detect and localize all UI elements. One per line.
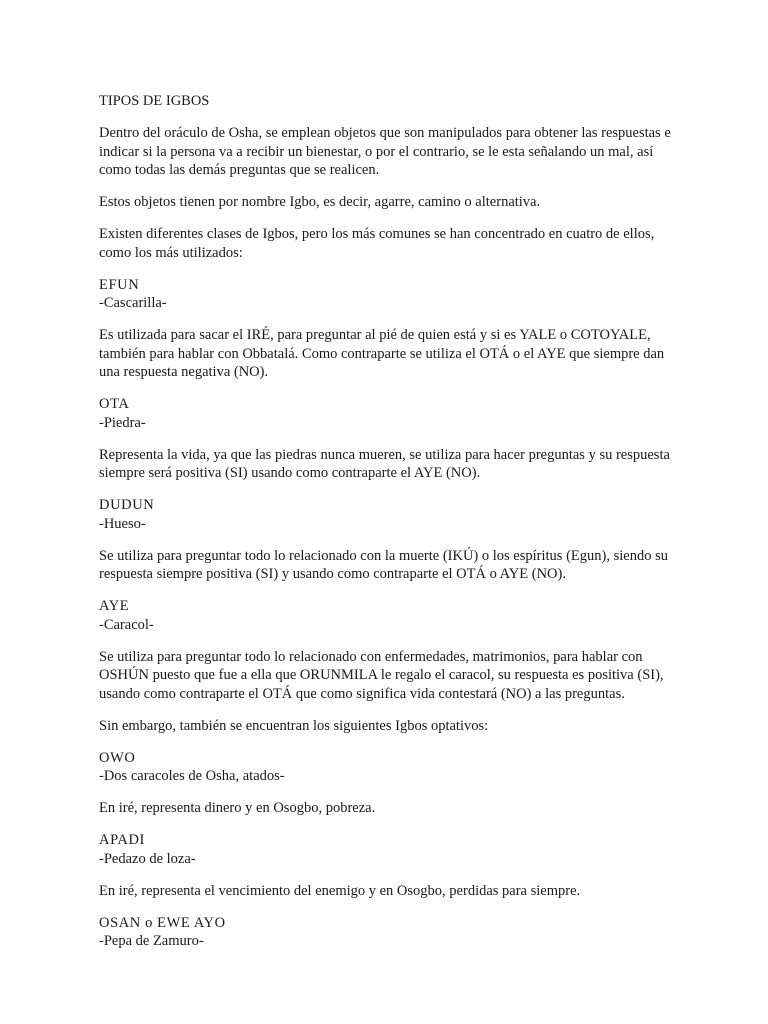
igbo-section-efun: [99, 276, 674, 313]
igbo-section-apadi: [99, 831, 674, 868]
intro-paragraph: Dentro del oráculo de Osha, se emplean objetos que son manipulados para obtener las respuestas e indicar si la persona va a recibir un bienestar, o por el contrario, se le esta señalando un mal, así como todas las demás preguntas que se realicen.: [99, 125, 671, 178]
document-page: [99, 92, 674, 964]
section-subtitle: -Hueso-: [99, 515, 146, 532]
document-title: TIPOS DE IGBOS: [99, 93, 210, 109]
section-heading: OWO: [99, 749, 136, 766]
igbo-section-osan: [99, 914, 674, 951]
section-subtitle: -Caracol-: [99, 616, 154, 633]
intro-paragraph: Estos objetos tienen por nombre Igbo, es decir, agarre, camino o alternativa.: [99, 194, 541, 210]
section-heading: OSAN o EWE AYO: [99, 914, 226, 931]
igbo-section-aye: [99, 597, 674, 634]
optional-intro: Sin embargo, también se encuentran los siguientes Igbos optativos:: [99, 717, 489, 734]
section-heading: AYE: [99, 598, 130, 614]
igbo-section-ota: [99, 395, 674, 432]
intro-paragraph: Existen diferentes clases de Igbos, pero los más comunes se han concentrado en cuatro de ellos, como los más utilizados:: [99, 226, 655, 261]
section-text: Representa la vida, ya que las piedras nunca mueren, se utiliza para hacer preguntas y su respuesta siempre será positiva (SI) usando como contraparte el AYE (NO).: [99, 446, 670, 481]
igbo-section-owo: [99, 749, 674, 786]
section-subtitle: -Dos caracoles de Osha, atados-: [99, 768, 285, 784]
section-text: Se utiliza para preguntar todo lo relacionado con enfermedades, matrimonios, para hablar con OSHÚN puesto que fue a ella que ORUNMILA le regalo el caracol, su respuesta es positiva (SI), usando como contraparte el OTÁ que como significa vida contestará (NO) a las preguntas.: [99, 648, 664, 702]
section-text: En iré, representa el vencimiento del enemigo y en Osogbo, perdidas para siempre.: [99, 882, 581, 899]
section-subtitle: -Pepa de Zamuro-: [99, 933, 204, 949]
section-text: En iré, representa dinero y en Osogbo, pobreza.: [99, 800, 376, 816]
section-subtitle: -Piedra-: [99, 414, 146, 431]
igbo-section-dudun: [99, 496, 674, 533]
section-subtitle: -Pedazo de loza-: [99, 850, 196, 867]
section-heading: OTA: [99, 396, 130, 412]
section-heading: DUDUN: [99, 497, 155, 513]
section-text: Se utiliza para preguntar todo lo relacionado con la muerte (IKÚ) o los espíritus (Egun), siendo su respuesta siempre positiva (SI) y usando como contraparte el OTÁ o AYE (NO).: [99, 547, 668, 582]
section-heading: APADI: [99, 832, 145, 848]
section-heading: EFUN: [99, 276, 140, 293]
section-subtitle: -Cascarilla-: [99, 295, 167, 311]
section-text: Es utilizada para sacar el IRÉ, para preguntar al pié de quien está y si es YALE o COTOYALE, también para hablar con Obbatalá. Como contraparte se utiliza el OTÁ o el AYE que siempre dan una respuesta negativa (NO).: [99, 327, 665, 380]
